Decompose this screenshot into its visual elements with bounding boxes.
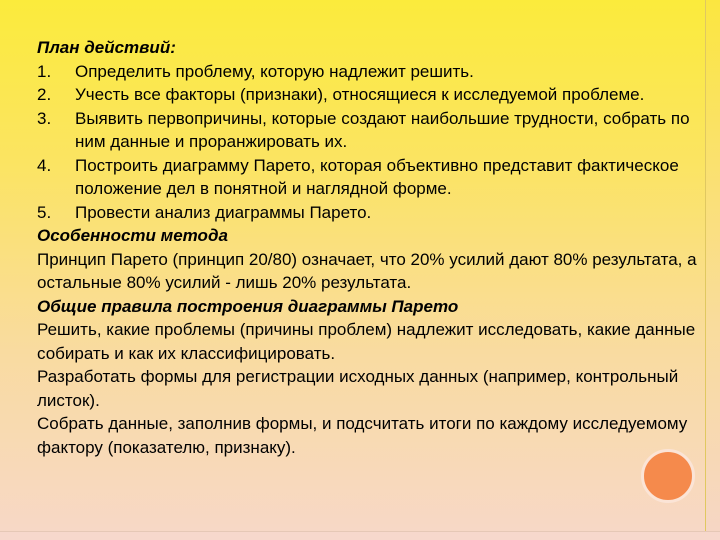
plan-item <box>37 83 697 107</box>
method-heading: Особенности метода <box>37 226 228 245</box>
slide-content <box>37 36 697 459</box>
plan-heading: План действий: <box>37 38 176 57</box>
slide-frame-right <box>705 0 720 540</box>
rules-paragraph: Собрать данные, заполнив формы, и подсчитать итоги по каждому исследуемому фактору (показателю, признаку). <box>37 414 688 457</box>
rules-paragraph: Решить, какие проблемы (причины проблем) надлежит исследовать, какие данные собирать и как их классифицировать. <box>37 320 696 363</box>
plan-item-text: Учесть все факторы (признаки), относящиеся к исследуемой проблеме. <box>75 85 645 104</box>
plan-item <box>37 201 697 225</box>
rules-heading: Общие правила построения диаграммы Парето <box>37 296 459 316</box>
plan-item-number: 5. <box>37 202 52 222</box>
method-text: Принцип Парето (принцип 20/80) означает, что 20% усилий дают 80% результата, а остальные 80% усилий - лишь 20% результата. <box>37 249 697 292</box>
plan-item-text: Построить диаграмму Парето, которая объективно представит фактическое положение дел в понятной и наглядной форме. <box>75 155 679 198</box>
plan-item <box>37 107 697 154</box>
plan-item-number: 4. <box>37 155 52 175</box>
rules-paragraph: Разработать формы для регистрации исходных данных (например, контрольный листок). <box>37 367 679 410</box>
plan-list <box>37 60 697 225</box>
slide-frame-bottom <box>0 531 720 540</box>
plan-item-number: 3. <box>37 108 52 128</box>
plan-item-number: 2. <box>37 85 52 104</box>
plan-item-text: Выявить первопричины, которые создают наибольшие трудности, собрать по ним данные и проранжировать их. <box>75 108 690 151</box>
plan-item-text: Определить проблему, которую надлежит решить. <box>75 61 474 81</box>
plan-item-number: 1. <box>37 61 52 81</box>
plan-item <box>37 60 697 84</box>
plan-item <box>37 154 697 201</box>
plan-item-text: Провести анализ диаграммы Парето. <box>75 202 372 222</box>
